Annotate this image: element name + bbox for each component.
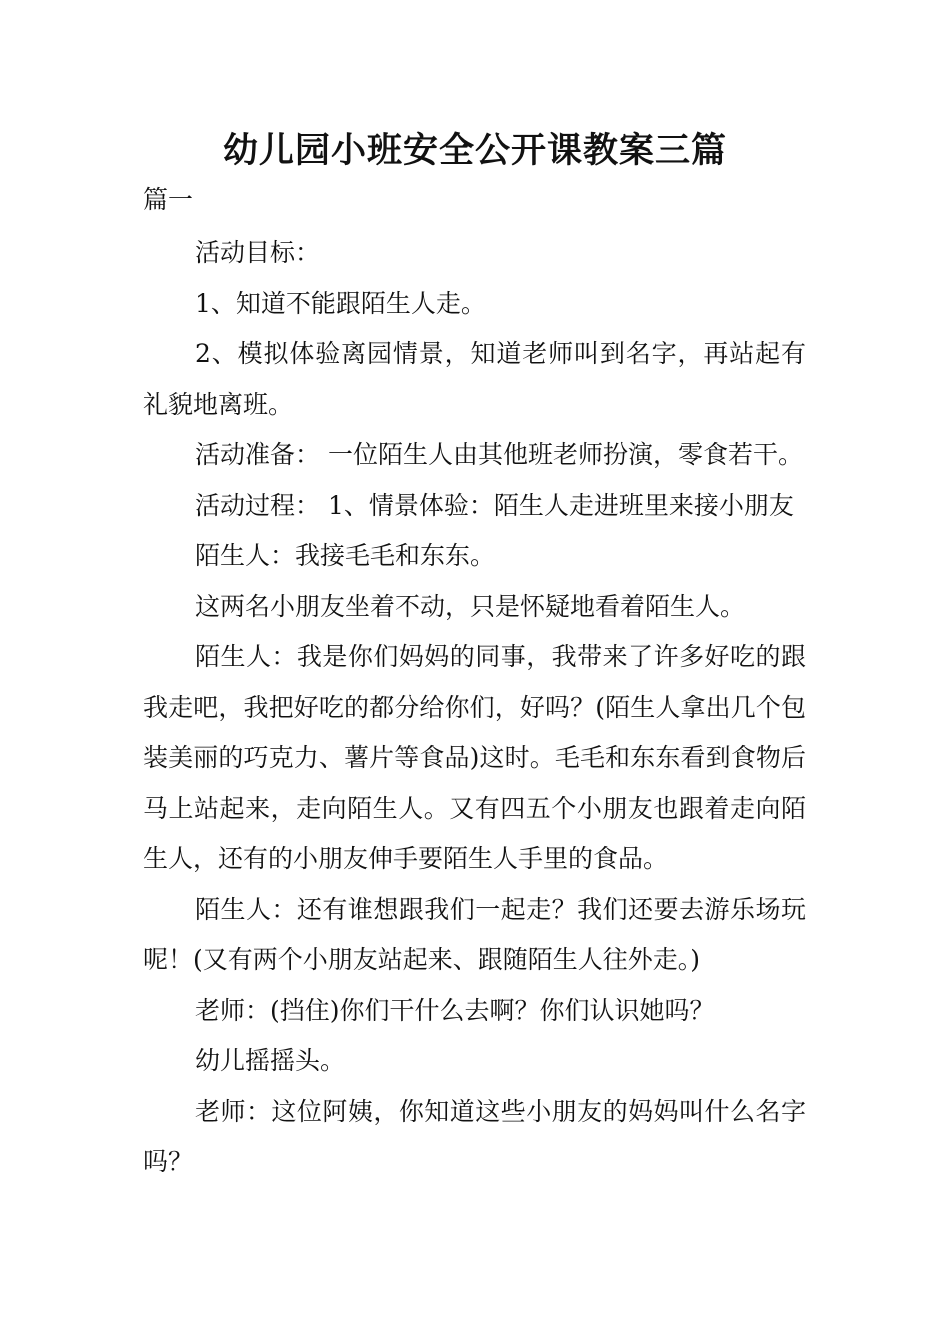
paragraph: 陌生人：还有谁想跟我们一起走？我们还要去游乐场玩呢！(又有两个小朋友站起来、跟随陌生人往外走。) <box>143 894 806 974</box>
paragraph: 活动目标： <box>195 238 321 267</box>
document-title: 幼儿园小班安全公开课教案三篇 <box>222 131 727 171</box>
paragraph: 活动过程： 1、情景体验：陌生人走进班里来接小朋友 <box>195 490 794 520</box>
paragraph: 老师：这位阿姨，你知道这些小朋友的妈妈叫什么名字吗？ <box>143 1096 806 1176</box>
paragraph: 陌生人：我接毛毛和东东。 <box>195 541 496 570</box>
paragraph: 老师：(挡住)你们干什么去啊？你们认识她吗？ <box>195 995 715 1025</box>
paragraph: 幼儿摇摇头。 <box>195 1046 346 1075</box>
section-label: 篇一 <box>143 185 194 214</box>
paragraph: 1、知道不能跟陌生人走。 <box>195 288 486 318</box>
document-body <box>143 228 806 1188</box>
paragraph: 陌生人：我是你们妈妈的同事，我带来了许多好吃的跟我走吧，我把好吃的都分给你们，好吗？(陌生人拿出几个包装美丽的巧克力、薯片等食品)这时。毛毛和东东看到食物后马上站起来，走向陌生人。又有四五个小朋友也跟着走向陌生人，还有的小朋友伸手要陌生人手里的食品。 <box>143 642 806 873</box>
paragraph: 活动准备： 一位陌生人由其他班老师扮演，零食若干。 <box>195 440 803 469</box>
paragraph: 2、模拟体验离园情景，知道老师叫到名字，再站起有礼貌地离班。 <box>143 339 806 419</box>
paragraph: 这两名小朋友坐着不动，只是怀疑地看着陌生人。 <box>195 591 746 621</box>
